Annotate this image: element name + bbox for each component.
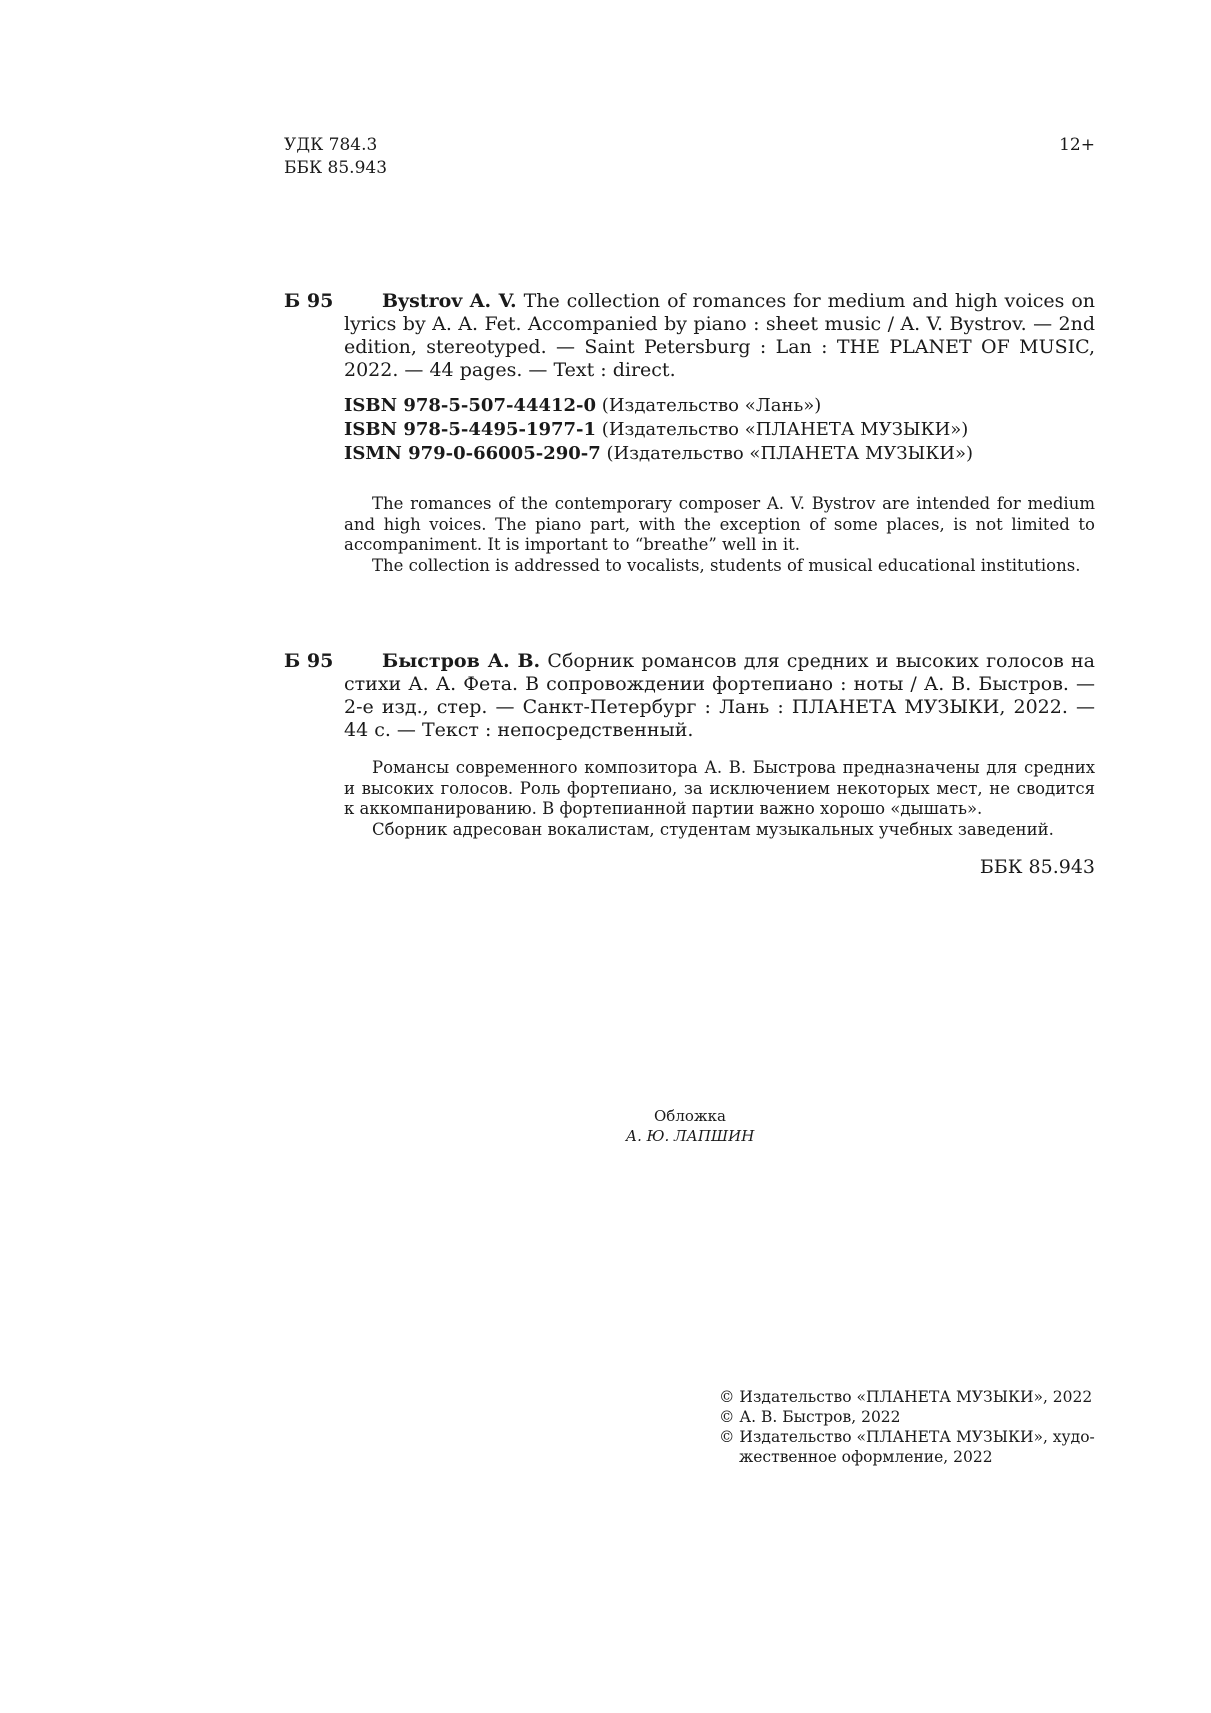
entry-text-ru: Сборник романсов для средних и высоких голосов на стихи А. А. Фета. В сопровождении фортепиано : ноты / А. В. Быстров. — 2-е изд., стер. — Санкт-Петербург : Лань : ПЛАНЕТА МУЗЫКИ, 2022. — 44 с. — Текст : непосредственный. bbox=[344, 650, 1095, 741]
entry-code-ru: Б 95 bbox=[284, 650, 334, 672]
copyright-line: © Издательство «ПЛАНЕТА МУЗЫКИ», худо- bbox=[719, 1428, 1095, 1446]
abstract-en bbox=[344, 494, 1095, 576]
abstract-ru bbox=[344, 758, 1095, 840]
copyright-block bbox=[719, 1387, 1099, 1467]
bbk-code-bottom: ББК 85.943 bbox=[979, 856, 1095, 878]
bibliographic-entry-en bbox=[344, 290, 1095, 382]
age-rating: 12+ bbox=[1059, 135, 1095, 155]
author-en: Bystrov A. V. bbox=[382, 290, 517, 312]
copyright-line: © Издательство «ПЛАНЕТА МУЗЫКИ», 2022 bbox=[719, 1388, 1093, 1406]
author-ru: Быстров А. В. bbox=[382, 650, 541, 672]
bbk-code: ББК 85.943 bbox=[284, 158, 388, 178]
cover-label: Обложка bbox=[653, 1107, 726, 1125]
isbn-item: ISBN 978-5-507-44412-0 (Издательство «Лань») bbox=[344, 395, 822, 416]
copyright-line: © А. В. Быстров, 2022 bbox=[719, 1408, 901, 1426]
abstract-en-paragraph-2: The collection is addressed to vocalists, students of musical educational institutions. bbox=[372, 555, 1081, 575]
udk-code: УДК 784.3 bbox=[284, 135, 378, 155]
ismn-item: ISMN 979-0-66005-290-7 (Издательство «ПЛАНЕТА МУЗЫКИ») bbox=[344, 443, 974, 464]
cover-designer: А. Ю. ЛАПШИН bbox=[625, 1127, 755, 1145]
isbn-item: ISBN 978-5-4495-1977-1 (Издательство «ПЛАНЕТА МУЗЫКИ») bbox=[344, 419, 969, 440]
bibliographic-entry-ru bbox=[344, 650, 1095, 742]
isbn-list bbox=[344, 394, 1104, 466]
classification-codes bbox=[284, 134, 387, 180]
entry-text-en: The collection of romances for medium and high voices on lyrics by A. A. Fet. Accompanied by piano : sheet music / A. V. Bystrov. — 2nd edition, stereotyped. — Saint Petersburg : Lan : THE PLANET OF MUSIC, 2022. — 44 pages. — Text : direct. bbox=[344, 290, 1095, 381]
entry-code-en: Б 95 bbox=[284, 290, 334, 312]
abstract-en-paragraph-1: The romances of the contemporary composer A. V. Bystrov are intended for medium and high voices. The piano part, with the exception of some places, is not limited to accompaniment. It is important to “breathe” well in it. bbox=[344, 494, 1095, 554]
cover-credit bbox=[540, 1106, 840, 1146]
abstract-ru-paragraph-2: Сборник адресован вокалистам, студентам музыкальных учебных заведений. bbox=[372, 819, 1054, 839]
copyright-line-continued: жественное оформление, 2022 bbox=[739, 1448, 993, 1466]
abstract-ru-paragraph-1: Романсы современного композитора А. В. Быстрова предназначены для средних и высоких голосов. Роль фортепиано, за исключением некоторых мест, не сводится к аккомпанированию. В фортепианной партии важно хорошо «дышать». bbox=[344, 758, 1095, 818]
